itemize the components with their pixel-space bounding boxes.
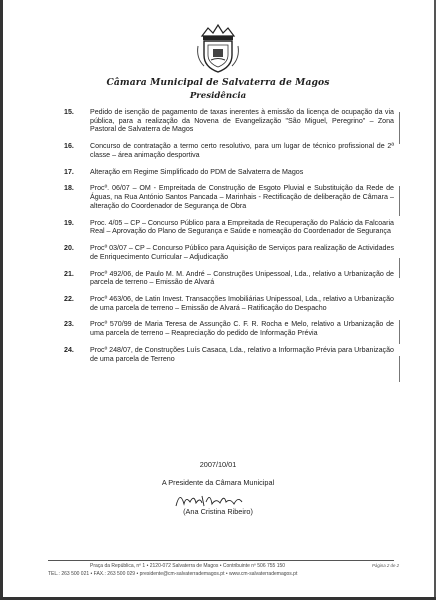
agenda-item [64,168,394,177]
margin-mark [399,112,400,144]
municipal-coat-of-arms-icon [194,22,242,74]
item-number: 15. [64,108,74,116]
item-number: 16. [64,142,74,151]
item-text: Procº 570/99 de Maria Teresa de Assunção C. F. R. Rocha e Melo, relativo a Urbanização de uma parcela de terreno – Reapreciação do pedido de Informação Prévia [90,320,394,338]
agenda-item [64,142,394,159]
item-number: 17. [64,167,74,176]
item-number: 18. [64,184,74,193]
item-number: 21. [64,269,74,278]
agenda-item [64,346,394,363]
footer-divider [48,560,394,561]
agenda-list [64,108,394,371]
letterhead [0,22,436,101]
signer-name: (Ana Cristina Ribeiro) [183,507,253,516]
item-number: 23. [64,320,74,329]
item-text: Proc. 4/05 – CP – Concurso Público para a Empreitada de Recuperação do Palácio da Falcoaria Real – Aprovação do Plano de Segurança e Saúde e nomeação do Coordenador de Segurança [90,218,394,236]
item-text: Pedido de isenção de pagamento de taxas inerentes à emissão da licença de ocupação da via pública, para a realização da Novena de Evangelização "São Miguel, Peregrino" – Zona Pastoral de Salvaterra de Magos [90,108,394,134]
item-text: Procº. 06/07 – OM - Empreitada de Construção de Esgoto Pluvial e Substituição da Rede de Águas, na Rua António Santos Pancada – Marinhais - Rectificação de deliberação de Câmara – alteração do Coordenador de Segurança de Obra [90,184,394,210]
item-text: Concurso de contratação a termo certo resolutivo, para um lugar de técnico profissional de 2ª classe – área animação desportiva [90,142,394,159]
agenda-item [64,219,394,236]
margin-mark [399,258,400,278]
signer-title: A Presidente da Câmara Municipal [161,478,275,487]
footer-address: Praça da República, nº 1 • 2120-072 Salvaterra de Magos • Contribuinte nº 506 755 150 [90,563,286,569]
margin-mark [399,356,400,382]
org-name: Câmara Municipal de Salvaterra de Magos [106,77,330,88]
item-text: Procº 03/07 – CP – Concurso Público para Aquisição de Serviços para realização de Actividades de Enriquecimento Curricular – Adjudicação [90,244,394,261]
page-number: Página 2 de 2 [372,563,400,568]
agenda-item [64,270,394,287]
item-text: Procº 463/06, de Latin Invest. Transacções Imobiliárias Unipessoal, Lda., relativo a Urbanização de uma parcela de terreno – Emissão de Alvará – Ratificação do Despacho [90,294,394,312]
item-number: 20. [64,244,74,253]
footer-contacts: TEL.: 263 500 021 • FAX.: 263 500 029 • presidente@cm-salvaterrademagos.pt • www.cm-salvaterrademagos.pt [48,571,298,577]
margin-mark [399,186,400,216]
item-text: Procº 248/07, de Construções Luís Casaca, Lda., relativo a Informação Prévia para Urbanização de uma parcela de Terreno [90,345,394,363]
item-text: Procº 492/06, de Paulo M. M. André – Construções Unipessoal, Lda., relativo a Urbanização de parcela de terreno – Emissão de Alvará [90,269,394,287]
agenda-item [64,108,394,134]
item-text: Alteração em Regime Simplificado do PDM de Salvaterra de Magos [90,167,304,176]
agenda-item [64,295,394,312]
document-date: 2007/10/01 [199,460,237,469]
item-number: 22. [64,294,74,303]
item-number: 19. [64,218,74,227]
agenda-item [64,320,394,337]
item-number: 24. [64,345,74,354]
agenda-item [64,244,394,261]
margin-mark [399,320,400,344]
agenda-item [64,184,394,210]
department-name: Presidência [189,91,247,101]
